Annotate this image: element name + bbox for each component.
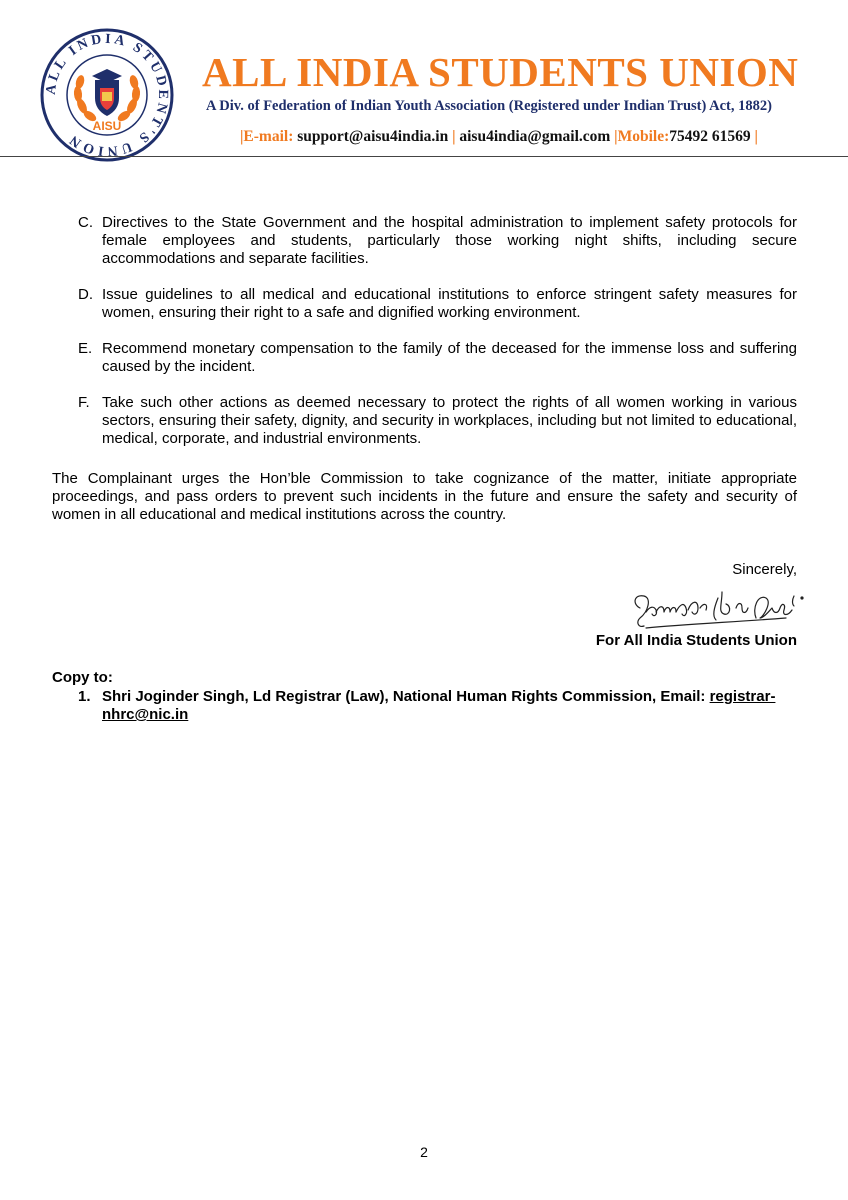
prayer-item-c [52,214,797,268]
logo-acronym: AISU [92,119,122,133]
prayer-text: Take such other actions as deemed necessary to protect the rights of all women working in various sectors, ensuring their safety, dignity, and security in workplaces, including but not limited to educational, medical, corporate, and industrial environments. [102,394,797,447]
copy-to-heading: Copy to: [52,669,113,686]
prayer-letter: C. [78,214,93,231]
salutation: Sincerely, [732,561,797,578]
prayer-item-f [52,394,797,448]
contact-separator: | [452,128,456,145]
copy-item-number: 1. [78,688,91,705]
prayer-item-e [52,340,797,376]
prayer-letter: D. [78,286,93,303]
closing-paragraph: The Complainant urges the Hon’ble Commission to take cognizance of the matter, initiate appropriate proceedings, and pass orders to prevent such incidents in the future and ensure the safety and security of women in all educational and medical institutions across the country. [52,470,797,523]
contact-separator: | [614,128,618,145]
copy-item-email-link[interactable]: registrar-nhrc@nic.in [102,688,776,723]
aisu-logo [40,28,174,162]
signatory: For All India Students Union [595,632,797,649]
email-secondary[interactable]: aisu4india@gmail.com [455,128,615,145]
contact-separator: | [240,128,244,145]
contact-separator: | [750,128,758,145]
prayer-text: Recommend monetary compensation to the family of the deceased for the immense loss and suffering caused by the incident. [102,340,797,375]
copy-item-text: Shri Joginder Singh, Ld Registrar (Law), National Human Rights Commission, Email: [102,688,710,705]
email-label: E-mail: [243,128,294,145]
copy-to-list [52,688,797,724]
mobile-number: 75492 61569 [669,128,751,145]
prayer-letter: F. [78,394,90,411]
logo-ring-text: ALL INDIA STUDENT'S UNION [43,31,171,159]
mobile-label: Mobile: [617,128,670,145]
org-title: ALL INDIA STUDENTS UNION [202,49,799,95]
contact-line [240,128,758,146]
prayer-list [52,214,797,466]
header-divider [0,156,848,157]
copy-to-item [52,688,797,724]
prayer-item-d [52,286,797,322]
prayer-text: Issue guidelines to all medical and educational institutions to enforce stringent safety measures for women, ensuring their right to a safe and dignified working environment. [102,286,797,321]
page-number: 2 [420,1144,428,1160]
org-subtitle: A Div. of Federation of Indian Youth Association (Registered under Indian Trust) Act, 1882) [206,98,772,114]
prayer-letter: E. [78,340,93,357]
email-primary[interactable]: support@aisu4india.in [293,128,453,145]
prayer-text: Directives to the State Government and the hospital administration to implement safety protocols for female employees and students, particularly those working night shifts, including secure accommodations and separate facilities. [102,214,797,267]
